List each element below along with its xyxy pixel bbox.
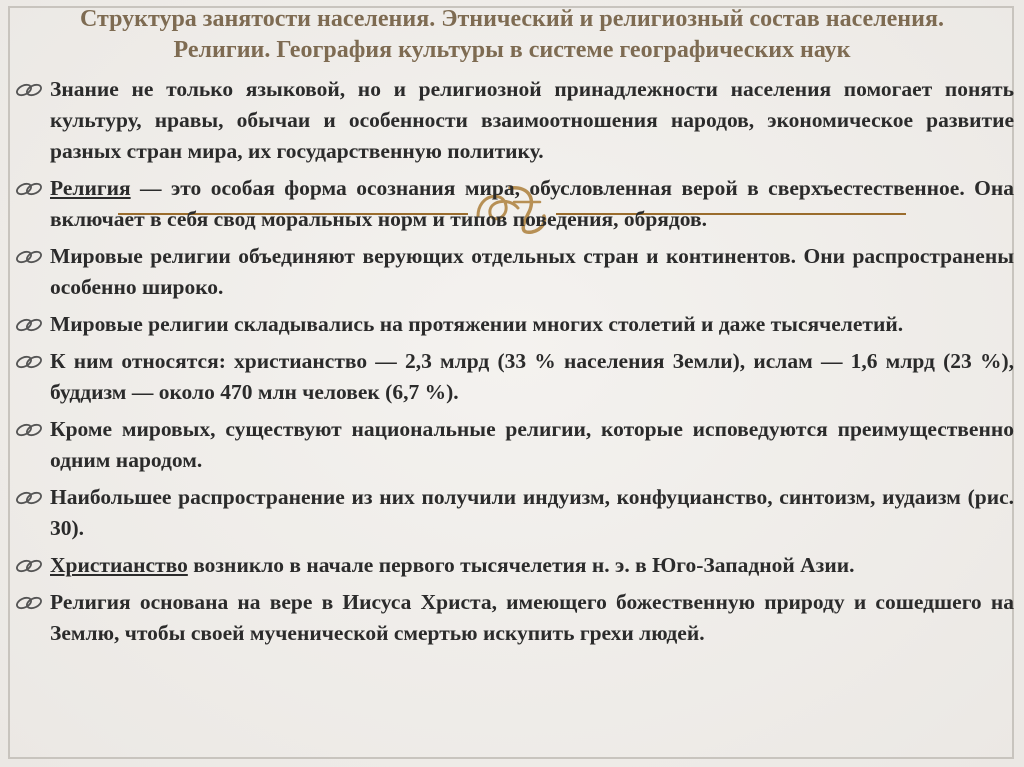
chain-link-icon [14, 249, 44, 265]
bullet-text: Мировые религии складывались на протяжении многих столетий и даже тысячелетий. [50, 312, 904, 336]
bullet-item [14, 346, 1014, 408]
bullet-item [14, 587, 1014, 649]
chain-link-icon [14, 181, 44, 197]
bullet-text: — это особая форма осознания мира, обусловленная верой в сверхъестественное. Она включает в себя свод моральных норм и типов поведения, обрядов. [50, 176, 1014, 231]
bullet-text: Мировые религии объединяют верующих отдельных стран и континентов. Они распространены особенно широко. [50, 244, 1014, 299]
bullet-item [14, 173, 1014, 235]
bullet-text: Кроме мировых, существуют национальные религии, которые исповедуются преимущественно одним народом. [50, 417, 1014, 472]
bullet-text: К ним относятся: христианство — 2,3 млрд (33 % населения Земли), ислам — 1,6 млрд (23 %), буддизм — около 470 млн человек (6,7 %). [50, 349, 1014, 404]
bullet-item [14, 241, 1014, 303]
bullet-item [14, 74, 1014, 167]
bullet-text: Наибольшее распространение из них получили индуизм, конфуцианство, синтоизм, иудаизм (рис. 30). [50, 485, 1014, 540]
chain-link-icon [14, 558, 44, 574]
chain-link-icon [14, 317, 44, 333]
slide-title [30, 4, 994, 66]
chain-link-icon [14, 595, 44, 611]
bullet-text: Религия основана на вере в Иисуса Христа, имеющего божественную природу и сошедшего на Землю, чтобы своей мученической смертью искупить грехи людей. [50, 590, 1014, 645]
bullet-text: Знание не только языковой, но и религиозной принадлежности населения помогает понять культуру, нравы, обычаи и особенности взаимоотношения народов, экономическое развитие разных стран мира, их государственную политику. [50, 77, 1014, 163]
bullet-item [14, 309, 1014, 340]
title-line-1: Структура занятости населения. Этнический и религиозный состав населения. [80, 6, 944, 32]
bullet-item [14, 414, 1014, 476]
bullet-list [14, 74, 1014, 655]
bullet-item [14, 482, 1014, 544]
bullet-text: возникло в начале первого тысячелетия н. э. в Юго-Западной Азии. [187, 553, 855, 577]
chain-link-icon [14, 490, 44, 506]
chain-link-icon [14, 354, 44, 370]
bullet-item [14, 550, 1014, 581]
chain-link-icon [14, 422, 44, 438]
bullet-term: Христианство [50, 553, 188, 577]
title-line-2: Религии. География культуры в системе географических наук [173, 37, 851, 63]
chain-link-icon [14, 82, 44, 98]
bullet-term: Религия [50, 176, 131, 200]
